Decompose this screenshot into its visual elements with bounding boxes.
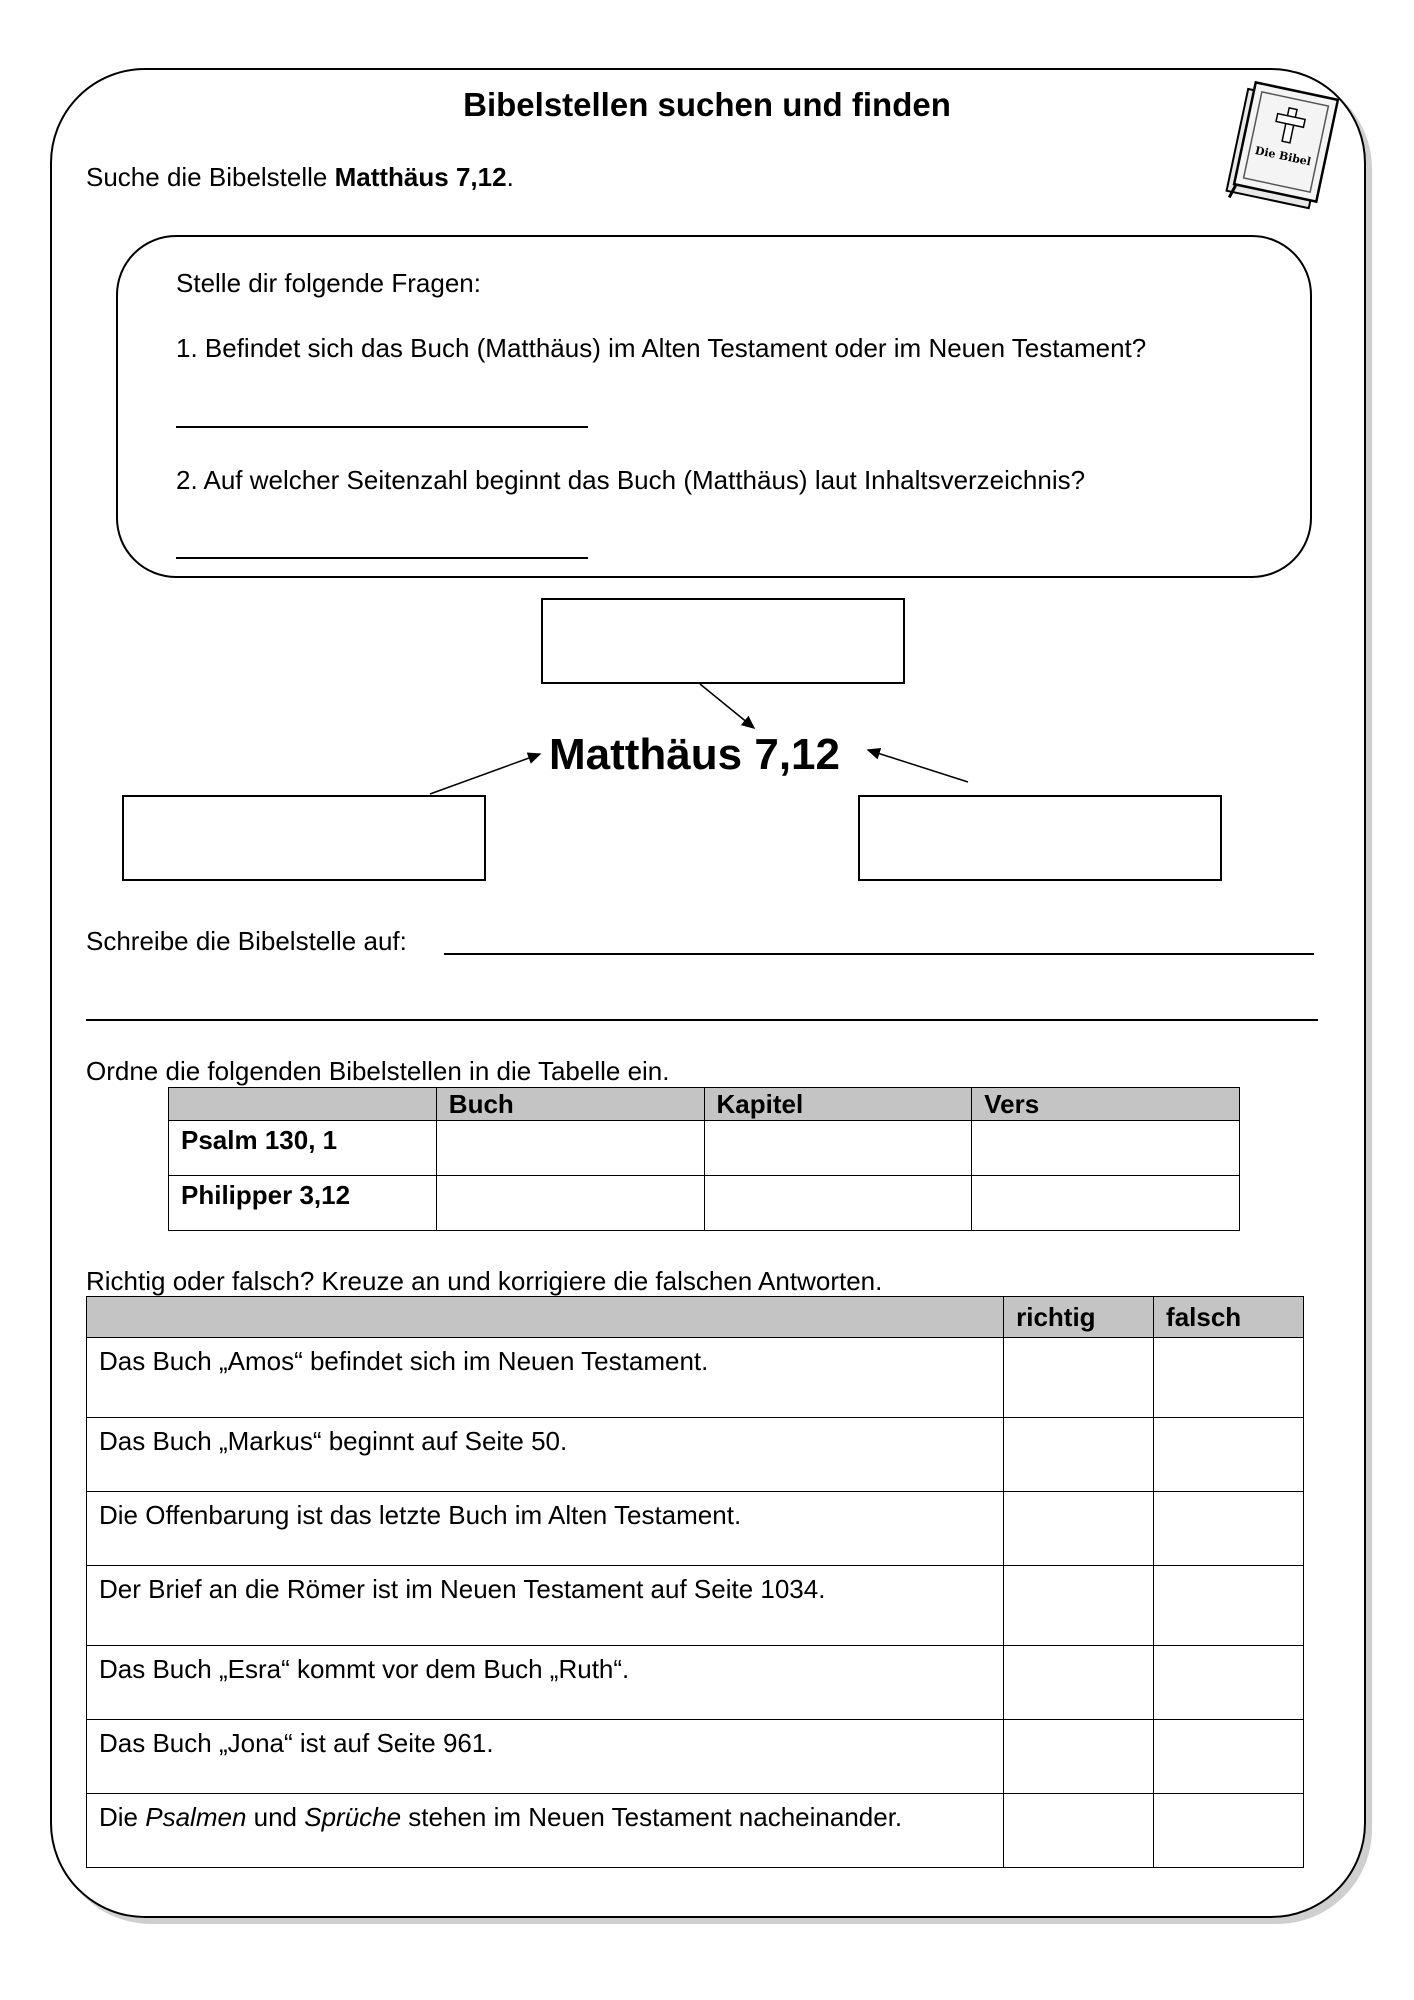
- table-bibelstellen: [168, 1087, 1240, 1231]
- intro-reference: Matthäus 7,12: [334, 162, 507, 192]
- arrow-top: [700, 684, 754, 728]
- statement-psalmen: Psalmen: [145, 1802, 247, 1832]
- richtig-checkbox-cell[interactable]: [1004, 1566, 1154, 1646]
- table1-header-kapitel: Kapitel: [704, 1088, 972, 1121]
- falsch-checkbox-cell[interactable]: [1154, 1338, 1304, 1418]
- table1-header-buch: Buch: [436, 1088, 704, 1121]
- table1-row-label: Philipper 3,12: [169, 1176, 437, 1231]
- table2-header-empty: [87, 1297, 1004, 1338]
- falsch-checkbox-cell[interactable]: [1154, 1418, 1304, 1492]
- table1-cell-buch[interactable]: [436, 1176, 704, 1231]
- richtig-checkbox-cell[interactable]: [1004, 1646, 1154, 1720]
- table1-header-vers: Vers: [972, 1088, 1240, 1121]
- table1-cell-buch[interactable]: [436, 1121, 704, 1176]
- diagram-arrows: [0, 0, 1414, 900]
- question-2: 2. Auf welcher Seitenzahl beginnt das Buch (Matthäus) laut Inhaltsverzeichnis?: [176, 465, 1086, 495]
- table1-header-empty: [169, 1088, 437, 1121]
- intro-prefix: Suche die Bibelstelle: [86, 162, 335, 192]
- intro-suffix: .: [506, 162, 514, 192]
- richtig-checkbox-cell[interactable]: [1004, 1720, 1154, 1794]
- arrow-right: [868, 750, 968, 782]
- richtig-checkbox-cell[interactable]: [1004, 1418, 1154, 1492]
- table1-row-label: Psalm 130, 1: [169, 1121, 437, 1176]
- richtig-checkbox-cell[interactable]: [1004, 1492, 1154, 1566]
- statement-pre: Die: [99, 1802, 146, 1832]
- write-line-2[interactable]: [86, 1019, 1318, 1021]
- falsch-checkbox-cell[interactable]: [1154, 1492, 1304, 1566]
- table2-header-falsch: falsch: [1154, 1297, 1304, 1338]
- bible-cover-label: Die Bibel: [1253, 143, 1313, 169]
- statement-text: Das Buch „Esra“ kommt vor dem Buch „Ruth“.: [87, 1646, 1004, 1720]
- table1-cell-vers[interactable]: [972, 1121, 1240, 1176]
- question-1: 1. Befindet sich das Buch (Matthäus) im Alten Testament oder im Neuen Testament?: [176, 333, 1147, 363]
- statement-text: Das Buch „Amos“ befindet sich im Neuen Testament.: [87, 1338, 1004, 1418]
- falsch-checkbox-cell[interactable]: [1154, 1720, 1304, 1794]
- table2-header-richtig: richtig: [1004, 1297, 1154, 1338]
- statement-mid: und: [246, 1802, 305, 1832]
- falsch-checkbox-cell[interactable]: [1154, 1646, 1304, 1720]
- table1-instruction: Ordne die folgenden Bibelstellen in die Tabelle ein.: [86, 1056, 670, 1086]
- statement-post: stehen im Neuen Testament nacheinander.: [401, 1802, 903, 1832]
- falsch-checkbox-cell[interactable]: [1154, 1566, 1304, 1646]
- statement-text: Das Buch „Markus“ beginnt auf Seite 50.: [87, 1418, 1004, 1492]
- statement-text: Die Offenbarung ist das letzte Buch im Alten Testament.: [87, 1492, 1004, 1566]
- table1-cell-kapitel[interactable]: [704, 1176, 972, 1231]
- statement-text: Das Buch „Jona“ ist auf Seite 961.: [87, 1720, 1004, 1794]
- statement-text: Der Brief an die Römer ist im Neuen Testament auf Seite 1034.: [87, 1566, 1004, 1646]
- statement-sprueche: Sprüche: [304, 1802, 402, 1832]
- richtig-checkbox-cell[interactable]: [1004, 1794, 1154, 1868]
- arrow-left: [430, 754, 540, 794]
- write-line-1[interactable]: [444, 953, 1314, 955]
- table-richtig-falsch: [86, 1296, 1304, 1868]
- questions-heading: Stelle dir folgende Fragen:: [176, 268, 481, 298]
- table1-cell-vers[interactable]: [972, 1176, 1240, 1231]
- statement-text: [87, 1794, 1004, 1868]
- table2-instruction: Richtig oder falsch? Kreuze an und korrigiere die falschen Antworten.: [86, 1266, 883, 1296]
- falsch-checkbox-cell[interactable]: [1154, 1794, 1304, 1868]
- richtig-checkbox-cell[interactable]: [1004, 1338, 1154, 1418]
- write-prompt: Schreibe die Bibelstelle auf:: [86, 926, 407, 956]
- diagram-reference: Matthäus 7,12: [549, 730, 840, 779]
- page-title: Bibelstellen suchen und finden: [463, 86, 951, 123]
- table1-cell-kapitel[interactable]: [704, 1121, 972, 1176]
